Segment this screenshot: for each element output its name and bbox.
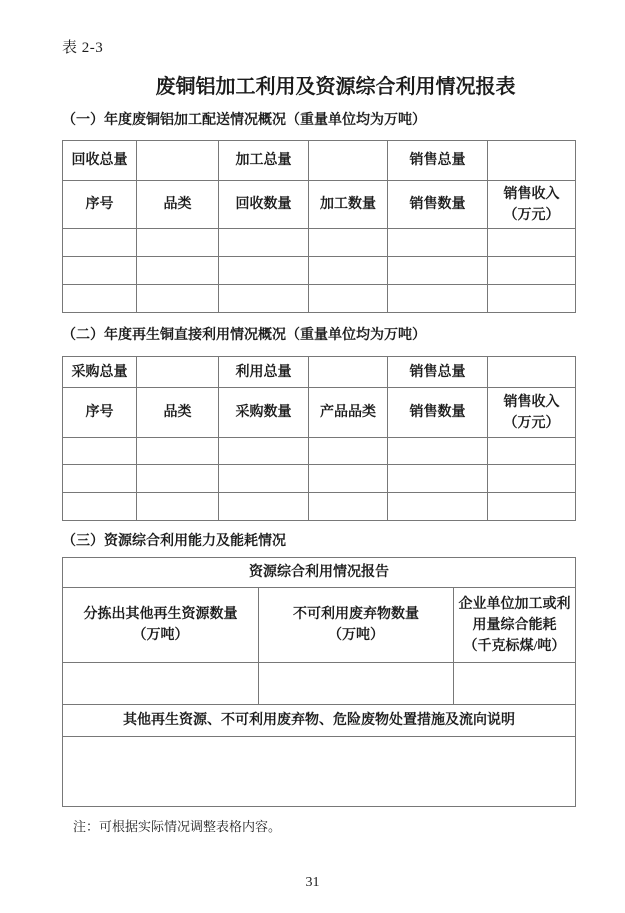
header-cell [488,388,576,438]
header-line: （万元） [503,415,560,431]
empty-cell [63,285,137,313]
empty-cell [137,257,219,285]
empty-cell [219,438,309,465]
empty-cell [309,493,388,521]
header-line: 分拣出其他再生资源数量 [83,607,238,622]
totals-label-cell: 销售总量 [388,141,488,181]
header-cell: 销售数量 [388,181,488,229]
header-cell: 序号 [63,388,137,438]
header-cell: 品类 [137,388,219,438]
totals-label-cell: 销售总量 [388,357,488,388]
table-row [63,285,576,313]
empty-cell [488,438,576,465]
empty-cell [488,285,576,313]
empty-cell [454,663,576,705]
empty-cell [63,663,259,705]
totals-label-cell: 采购总量 [63,357,137,388]
empty-cell [137,285,219,313]
empty-cell [63,737,576,807]
totals-value-cell [488,141,576,181]
section-3-heading: （三）资源综合利用能力及能耗情况 [62,534,286,549]
empty-cell [388,465,488,493]
empty-cell [63,438,137,465]
totals-row [63,141,576,181]
header-cell: 序号 [63,181,137,229]
empty-cell [219,285,309,313]
header-line: （万元） [503,207,560,223]
empty-cell [63,229,137,257]
table-row [63,257,576,285]
column-header-row [63,181,576,229]
table-row [63,493,576,521]
disposal-note-row [63,705,576,737]
header-cell [63,588,259,663]
section-2-heading: （二）年度再生铜直接利用情况概况（重量单位均为万吨） [62,328,426,343]
empty-cell [488,257,576,285]
totals-row [63,357,576,388]
header-cell [454,588,576,663]
column-header-row [63,588,576,663]
totals-value-cell [309,141,388,181]
totals-label-cell: 加工总量 [219,141,309,181]
table-row [63,438,576,465]
header-cell [488,181,576,229]
header-cell: 加工数量 [309,181,388,229]
header-cell: 回收数量 [219,181,309,229]
header-line: （万吨） [328,628,384,643]
column-header-row [63,388,576,438]
disposal-note-cell: 其他再生资源、不可利用废弃物、危险废物处置措施及流向说明 [63,705,576,737]
empty-cell [219,465,309,493]
empty-cell [137,465,219,493]
empty-cell [309,438,388,465]
report-title-row [63,558,576,588]
empty-cell [388,438,488,465]
empty-cell [388,493,488,521]
table-row [63,663,576,705]
header-line: （万吨） [132,628,189,643]
header-cell [259,588,454,663]
totals-value-cell [488,357,576,388]
empty-cell [488,229,576,257]
header-line: 企业单位加工或利 [458,596,571,612]
totals-label-cell: 利用总量 [219,357,309,388]
empty-cell [63,493,137,521]
header-cell: 产品品类 [309,388,388,438]
section-1-heading: （一）年度废铜铝加工配送情况概况（重量单位均为万吨） [62,113,426,128]
table-processing-distribution [62,140,576,313]
table-comprehensive-utilization [62,557,576,807]
empty-cell [219,229,309,257]
header-cell: 品类 [137,181,219,229]
totals-label-cell: 回收总量 [63,141,137,181]
table-row [63,465,576,493]
empty-cell [309,229,388,257]
header-line: 销售收入 [503,186,560,202]
table-direct-utilization [62,356,576,521]
header-line: （千克标煤/吨） [463,638,566,654]
footnote: 注：可根据实际情况调整表格内容。 [73,819,282,834]
empty-cell [63,465,137,493]
header-cell: 销售数量 [388,388,488,438]
page-title: 废铜铝加工利用及资源综合利用情况报表 [155,76,516,98]
totals-value-cell [309,357,388,388]
header-line: 销售收入 [503,394,560,410]
totals-value-cell [137,141,219,181]
empty-cell [137,229,219,257]
empty-cell [309,257,388,285]
header-cell: 采购数量 [219,388,309,438]
table-number-label: 表 2-3 [62,40,104,56]
header-line: 用量综合能耗 [472,617,557,633]
report-title-cell: 资源综合利用情况报告 [63,558,576,588]
empty-cell [259,663,454,705]
page-number: 31 [305,875,320,890]
empty-cell [137,493,219,521]
empty-cell [309,465,388,493]
empty-cell [137,438,219,465]
empty-cell [388,229,488,257]
empty-cell [388,257,488,285]
totals-value-cell [137,357,219,388]
empty-cell [219,257,309,285]
header-line: 不可利用废弃物数量 [293,607,419,622]
table-row [63,737,576,807]
empty-cell [309,285,388,313]
empty-cell [488,493,576,521]
empty-cell [219,493,309,521]
empty-cell [388,285,488,313]
empty-cell [63,257,137,285]
table-row [63,229,576,257]
empty-cell [488,465,576,493]
